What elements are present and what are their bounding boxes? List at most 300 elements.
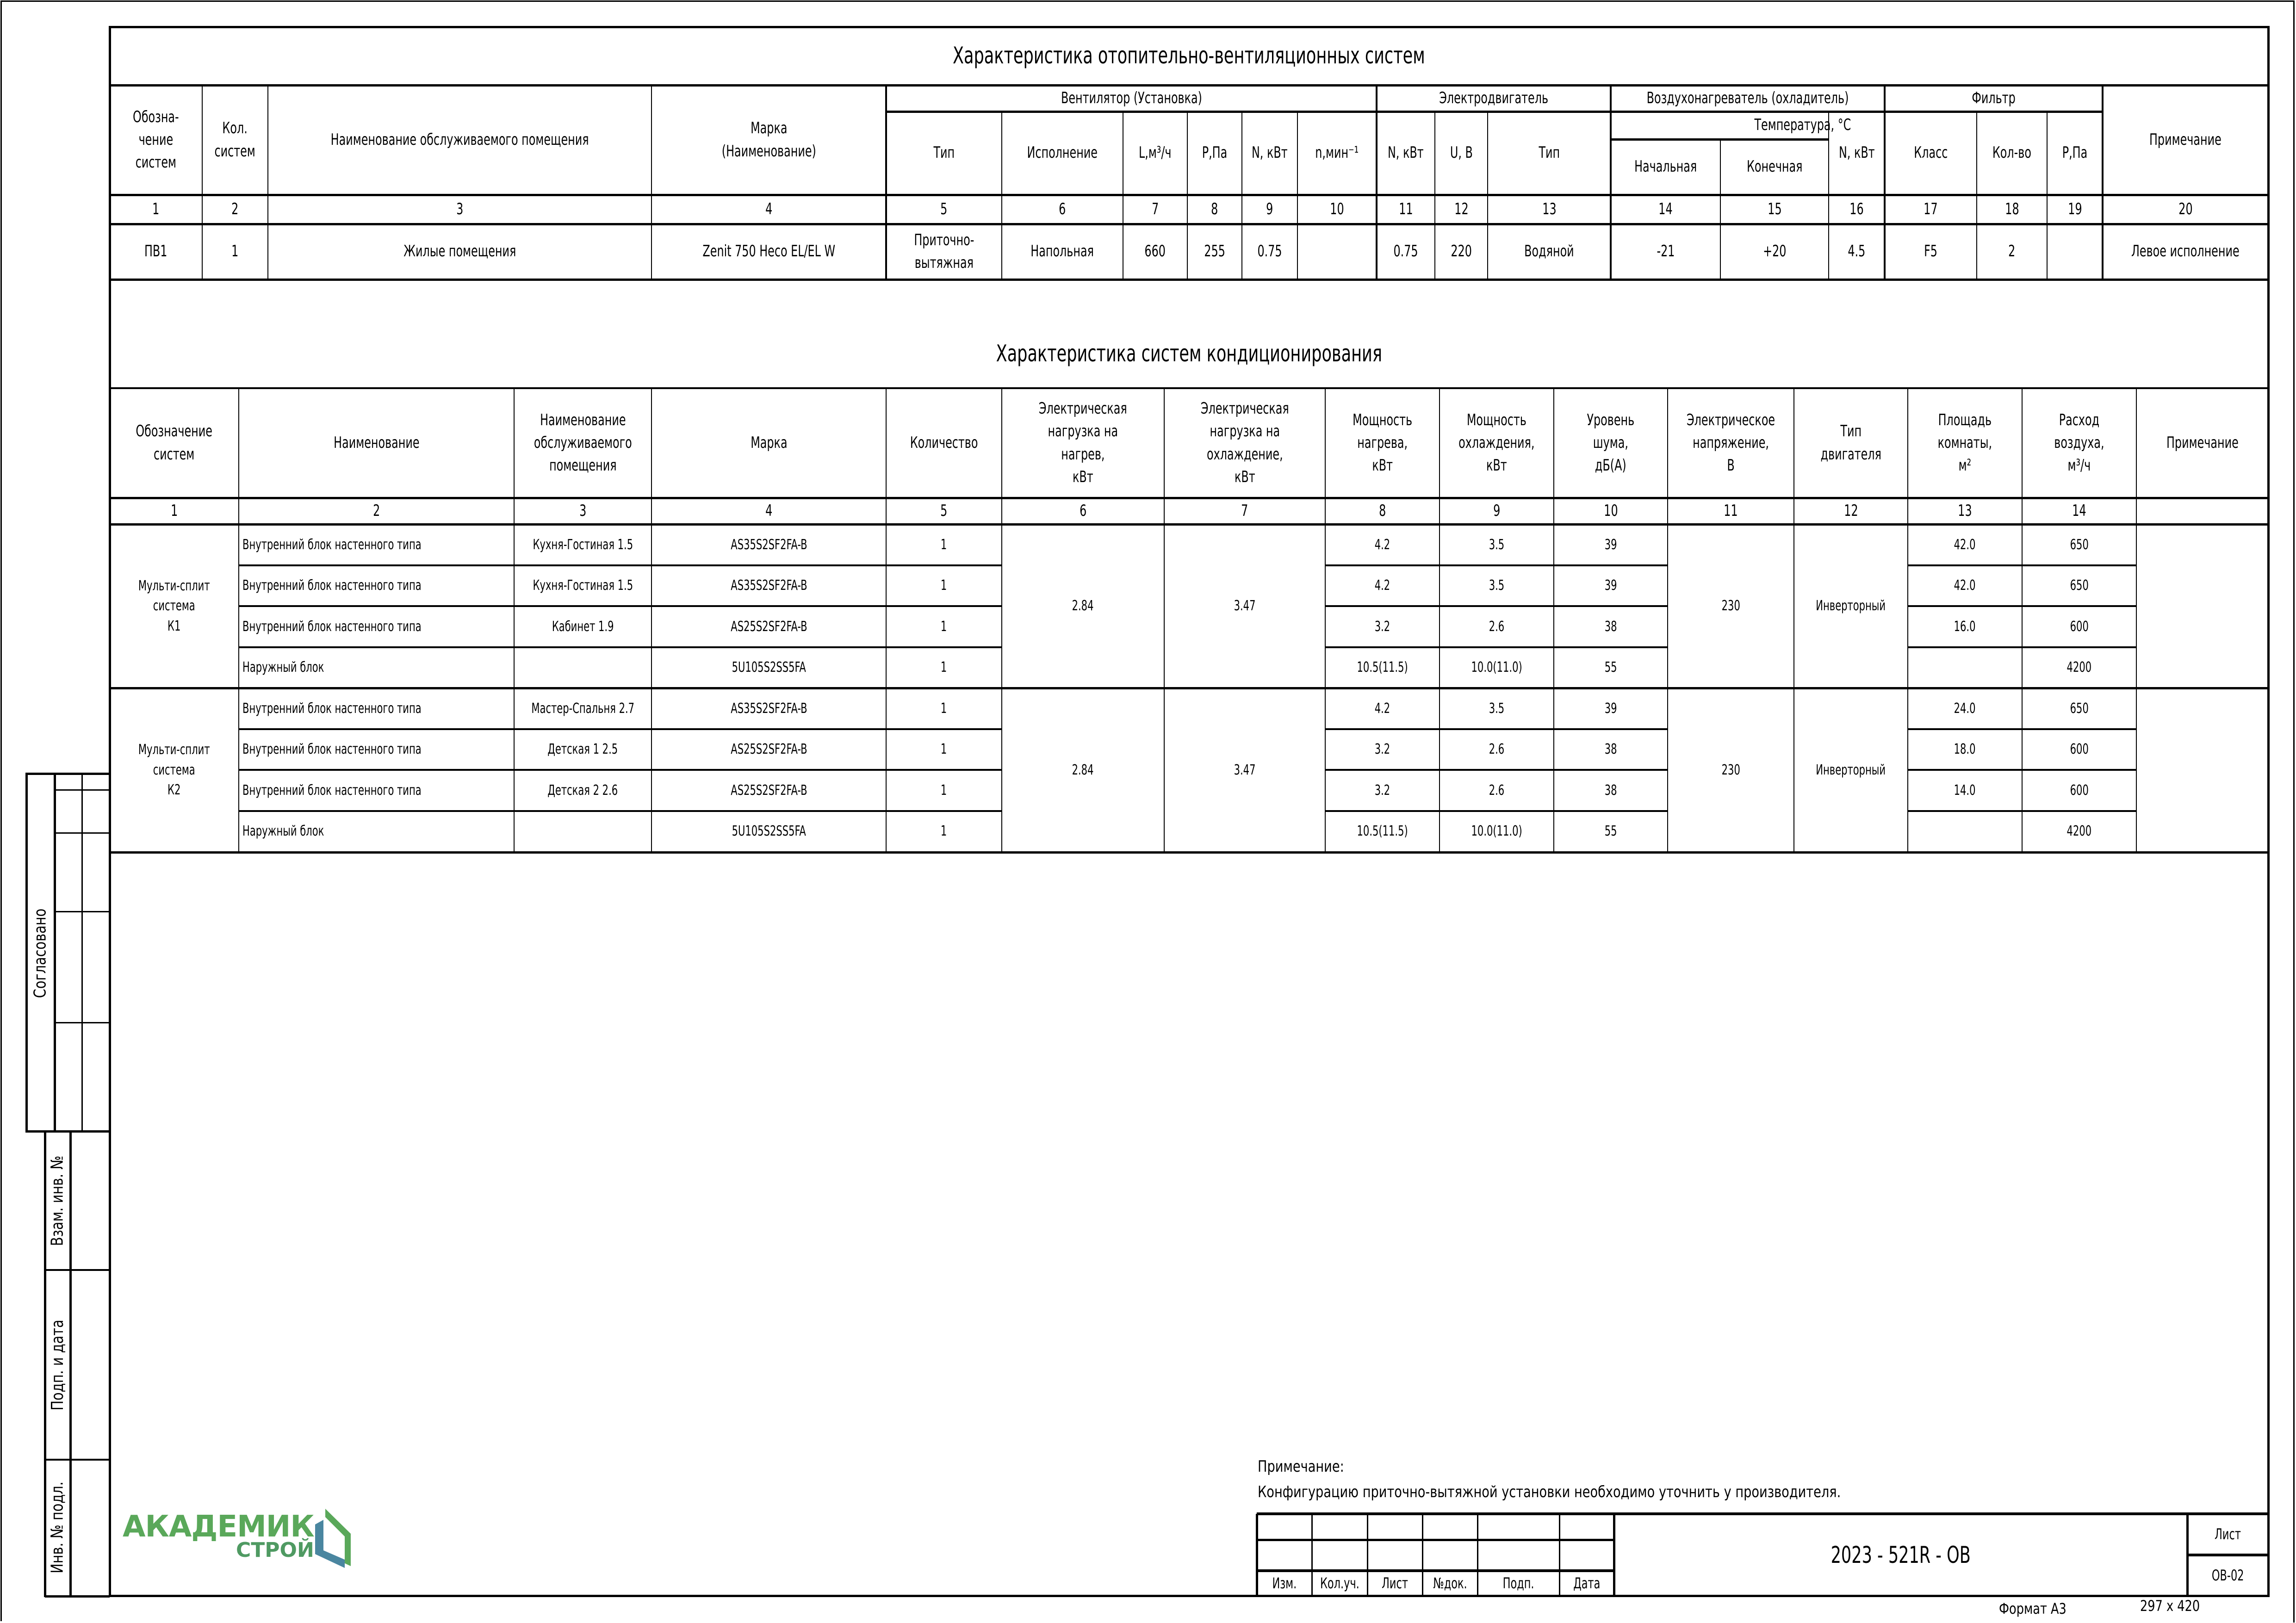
hv-colnum-14	[1611, 195, 1720, 224]
hv-row-cell	[1611, 224, 1720, 279]
stamp-line	[55, 1022, 110, 1023]
hv-row-cell	[886, 224, 1002, 279]
hv-header-6	[1002, 112, 1123, 195]
hv-row-cell-text: -21	[1657, 242, 1675, 261]
ac-unit-qty	[886, 770, 1002, 811]
ac-unit-area-text: 24.0	[1954, 700, 1976, 717]
hv-row-cell	[1977, 224, 2047, 279]
ac-header-2	[239, 388, 514, 498]
hv-header-16	[1829, 112, 1885, 195]
hv-colnum-17	[1885, 195, 1977, 224]
hv-header-13	[1488, 112, 1611, 195]
hv-row-cell-text: Левое исполнение	[2131, 242, 2240, 261]
hv-row-cell-text: 1	[231, 242, 239, 261]
ac-unit-cool-text: 2.6	[1489, 782, 1505, 799]
ac-header-15-text: Примечание	[2166, 433, 2239, 452]
document-code-text: 2023 - 521R - ОВ	[1831, 1541, 1971, 1568]
ac-system-name	[110, 524, 239, 688]
ac-note	[2136, 524, 2268, 688]
hv-colnum-19-text: 19	[2067, 199, 2082, 218]
ac-unit-qty-text: 1	[941, 700, 947, 717]
ac-unit-area	[1908, 811, 2022, 852]
hv-row-cell-text: 4.5	[1848, 242, 1866, 261]
ac-unit-name	[239, 811, 514, 852]
hv-colnum-14-text: 14	[1658, 199, 1673, 218]
stamp-sign-date	[45, 1270, 70, 1460]
ac-unit-airflow-text: 650	[2070, 577, 2089, 594]
ac-unit-heat-text: 3.2	[1374, 618, 1390, 635]
ac-unit-model-text: AS35S2SF2FA-B	[730, 536, 807, 553]
hv-row-cell	[1377, 224, 1435, 279]
hv-group-fan	[886, 85, 1377, 112]
ac-unit-name-text: Внутренний блок настенного типа	[242, 782, 422, 799]
ac-header-6	[1002, 388, 1164, 498]
ac-header-13-text: Площадь комнаты, м²	[1937, 410, 1992, 475]
ac-header-8-text: Мощность нагрева, кВт	[1353, 410, 1412, 475]
ac-unit-area-text: 18.0	[1954, 741, 1976, 758]
hv-row-cell-text: Приточно- вытяжная	[913, 230, 974, 272]
ac-header-13	[1908, 388, 2022, 498]
hv-header-20-text: Примечание	[2149, 130, 2222, 149]
ac-unit-model-text: 5U105S2SS5FA	[732, 823, 806, 840]
hv-row-cell-text: ПВ1	[144, 242, 168, 261]
ac-colnum-15	[2136, 498, 2268, 524]
hv-table-title-text: Характеристика отопительно-вентиляционных систем	[953, 42, 1425, 69]
ac-unit-name	[239, 524, 514, 565]
hv-colnum-16-text: 16	[1849, 199, 1864, 218]
ac-unit-noise	[1554, 565, 1668, 606]
ac-unit-qty	[886, 606, 1002, 647]
ac-unit-airflow-text: 600	[2070, 741, 2089, 758]
ac-colnum-13-text: 13	[1958, 501, 1972, 520]
ac-unit-area-text: 14.0	[1954, 782, 1976, 799]
hv-header-7	[1123, 112, 1187, 195]
ac-unit-area-text: 42.0	[1954, 536, 1976, 553]
title-block-col-3-text: Лист	[1382, 1574, 1408, 1592]
ac-unit-area	[1908, 770, 2022, 811]
ac-motor-type-text: Инверторный	[1816, 762, 1886, 778]
ac-unit-noise	[1554, 688, 1668, 729]
hv-row-cell	[652, 224, 886, 279]
ac-unit-heat-text: 3.2	[1374, 741, 1390, 758]
ac-header-4-text: Марка	[750, 433, 788, 452]
hv-header-5	[886, 112, 1002, 195]
ac-unit-cool	[1440, 811, 1554, 852]
hv-group-temperature-text: Температура, °C	[1754, 116, 1851, 135]
stamp-line	[45, 1269, 110, 1271]
title-block-col-6	[1559, 1571, 1614, 1596]
ac-unit-qty	[886, 729, 1002, 770]
hv-header-2	[202, 85, 268, 195]
ac-unit-qty-text: 1	[941, 741, 947, 758]
ac-colnum-4-text: 4	[765, 501, 773, 520]
hv-header-11-text: N, кВт	[1388, 143, 1424, 162]
ac-colnum-8	[1325, 498, 1440, 524]
hv-colnum-19	[2047, 195, 2103, 224]
hv-header-6-text: Исполнение	[1027, 143, 1098, 162]
hv-colnum-20-text: 20	[2178, 199, 2193, 218]
ac-header-9	[1440, 388, 1554, 498]
ac-unit-noise-text: 55	[1604, 659, 1617, 676]
ac-header-14-text: Расход воздуха, м³/ч	[2054, 410, 2104, 475]
ac-unit-name	[239, 688, 514, 729]
ac-unit-area	[1908, 729, 2022, 770]
ac-unit-noise	[1554, 606, 1668, 647]
hv-header-13-text: Тип	[1539, 143, 1560, 162]
stamp-line	[25, 774, 28, 1131]
hv-colnum-12-text: 12	[1454, 199, 1469, 218]
hv-row-cell	[2047, 224, 2103, 279]
ac-header-7-text: Электрическая нагрузка на охлаждение, кВт	[1200, 399, 1289, 486]
ac-unit-qty-text: 1	[941, 618, 947, 635]
ac-header-11	[1668, 388, 1794, 498]
hv-header-3	[268, 85, 652, 195]
hv-colnum-16	[1829, 195, 1885, 224]
hv-colnum-18	[1977, 195, 2047, 224]
ac-header-10	[1554, 388, 1668, 498]
ac-unit-airflow	[2022, 811, 2136, 852]
hv-row-cell-text: 0.75	[1393, 242, 1418, 261]
ac-unit-name	[239, 729, 514, 770]
ac-unit-heat-text: 4.2	[1374, 536, 1390, 553]
hv-group-fan-text: Вентилятор (Установка)	[1061, 88, 1202, 107]
ac-unit-room-text: Кухня-Гостиная 1.5	[533, 536, 633, 553]
ac-colnum-5	[886, 498, 1002, 524]
hv-colnum-5-text: 5	[940, 199, 948, 218]
document-code	[1614, 1514, 2187, 1596]
hv-colnum-1-text: 1	[152, 199, 160, 218]
ac-header-5-text: Количество	[910, 433, 978, 452]
hv-header-7-text: L,м³/ч	[1139, 143, 1172, 162]
hv-header-17	[1885, 112, 1977, 195]
hv-colnum-1	[110, 195, 202, 224]
ac-unit-heat	[1325, 811, 1440, 852]
hv-colnum-4	[652, 195, 886, 224]
hv-header-4-text: Марка (Наименование)	[721, 119, 816, 161]
ac-unit-room	[514, 729, 652, 770]
ac-unit-noise	[1554, 647, 1668, 688]
ac-colnum-14	[2022, 498, 2136, 524]
ac-unit-airflow	[2022, 770, 2136, 811]
hv-colnum-15-text: 15	[1767, 199, 1782, 218]
ac-colnum-12	[1794, 498, 1908, 524]
ac-unit-qty-text: 1	[941, 577, 947, 594]
hv-row-cell	[1123, 224, 1187, 279]
ac-colnum-7-text: 7	[1241, 501, 1248, 520]
ac-unit-model-text: 5U105S2SS5FA	[732, 659, 806, 676]
hv-header-14	[1611, 139, 1720, 195]
ac-unit-cool	[1440, 606, 1554, 647]
ac-table-title	[110, 319, 2268, 388]
ac-heat-load	[1002, 688, 1164, 852]
hv-header-10	[1297, 112, 1377, 195]
ac-colnum-5-text: 5	[940, 501, 948, 520]
note-text: Конфигурацию приточно-вытяжной установки необходимо уточнить у производителя.	[1258, 1483, 1841, 1501]
ac-colnum-9	[1440, 498, 1554, 524]
ac-unit-model-text: AS25S2SF2FA-B	[730, 618, 807, 635]
ac-unit-cool	[1440, 729, 1554, 770]
title-block-col-4-text: №док.	[1433, 1574, 1467, 1592]
ac-colnum-7	[1164, 498, 1325, 524]
ac-unit-airflow	[2022, 565, 2136, 606]
ac-header-12	[1794, 388, 1908, 498]
hv-colnum-4-text: 4	[765, 199, 773, 218]
ac-unit-cool	[1440, 770, 1554, 811]
ac-unit-room-text: Мастер-Спальня 2.7	[531, 700, 634, 717]
ac-colnum-1	[110, 498, 239, 524]
ac-header-5	[886, 388, 1002, 498]
format-label: Формат А3	[1999, 1600, 2066, 1617]
ac-colnum-9-text: 9	[1493, 501, 1501, 520]
title-block-col-1-text: Изм.	[1272, 1574, 1297, 1592]
ac-unit-airflow	[2022, 524, 2136, 565]
hv-header-15-text: Конечная	[1746, 157, 1803, 176]
ac-header-10-text: Уровень шума, дБ(А)	[1587, 410, 1635, 475]
ac-unit-heat-text: 10.5(11.5)	[1357, 659, 1408, 676]
ac-unit-cool-text: 3.5	[1489, 700, 1505, 717]
ac-unit-noise-text: 38	[1604, 782, 1617, 799]
ac-unit-noise	[1554, 811, 1668, 852]
hv-row-cell-text: Жилые помещения	[403, 242, 516, 261]
stamp-inv-orig	[45, 1460, 70, 1595]
hv-header-12-text: U, В	[1450, 143, 1473, 162]
ac-heat-load	[1002, 524, 1164, 688]
hv-row-cell-text: 660	[1144, 242, 1166, 261]
ac-header-14	[2022, 388, 2136, 498]
title-block-row-line	[1257, 1539, 1614, 1541]
hv-colnum-3-text: 3	[456, 199, 464, 218]
hv-row-cell	[1187, 224, 1242, 279]
ac-unit-airflow	[2022, 606, 2136, 647]
ac-unit-noise-text: 38	[1604, 741, 1617, 758]
ac-header-4	[652, 388, 886, 498]
stamp-line	[69, 1131, 72, 1597]
hv-row-cell-text: Напольная	[1030, 242, 1094, 261]
ac-unit-name-text: Внутренний блок настенного типа	[242, 741, 422, 758]
ac-header-1-text: Обозначение систем	[136, 422, 213, 464]
ac-unit-name-text: Наружный блок	[242, 823, 324, 840]
ac-header-9-text: Мощность охлаждения, кВт	[1458, 410, 1535, 475]
hv-header-4	[652, 85, 886, 195]
ac-unit-area-text: 42.0	[1954, 577, 1976, 594]
ac-unit-cool-text: 2.6	[1489, 618, 1505, 635]
hv-group-heater-text: Воздухонагреватель (охладитель)	[1646, 88, 1849, 107]
ac-unit-heat-text: 4.2	[1374, 577, 1390, 594]
ac-unit-room-text: Детская 2 2.6	[547, 782, 618, 799]
ac-unit-name-text: Внутренний блок настенного типа	[242, 577, 422, 594]
hv-header-18-text: Кол-во	[1992, 143, 2032, 162]
ac-unit-cool	[1440, 647, 1554, 688]
ac-unit-model	[652, 688, 886, 729]
hv-colnum-8	[1187, 195, 1242, 224]
ac-header-1	[110, 388, 239, 498]
ac-colnum-8-text: 8	[1378, 501, 1386, 520]
hv-colnum-11	[1377, 195, 1435, 224]
ac-colnum-10-text: 10	[1603, 501, 1618, 520]
hv-row-cell	[1488, 224, 1611, 279]
hv-colnum-18-text: 18	[2004, 199, 2019, 218]
ac-unit-model	[652, 606, 886, 647]
ac-unit-room	[514, 565, 652, 606]
hv-header-10-text: n,мин⁻¹	[1315, 143, 1359, 162]
ac-unit-qty-text: 1	[941, 659, 947, 676]
ac-unit-model-text: AS25S2SF2FA-B	[730, 741, 807, 758]
ac-unit-heat	[1325, 688, 1440, 729]
ac-cool-load-text: 3.47	[1234, 762, 1256, 778]
title-block-col-2-text: Кол.уч.	[1320, 1574, 1359, 1592]
hv-group-motor	[1377, 85, 1611, 112]
ac-voltage-text: 230	[1721, 598, 1740, 614]
stamp-line	[25, 773, 110, 775]
ac-unit-area	[1908, 647, 2022, 688]
hv-row-cell	[202, 224, 268, 279]
ac-system-name-text: Мульти-сплит система К1	[138, 577, 210, 634]
hv-row-cell	[1829, 224, 1885, 279]
ac-unit-cool	[1440, 565, 1554, 606]
hv-colnum-13-text: 13	[1542, 199, 1557, 218]
hv-header-9-text: N, кВт	[1252, 143, 1288, 162]
hv-header-18	[1977, 112, 2047, 195]
hv-row-cell	[268, 224, 652, 279]
hv-colnum-20	[2103, 195, 2268, 224]
sheet-value	[2187, 1555, 2268, 1596]
stamp-line	[54, 774, 56, 1131]
hv-header-3-text: Наименование обслуживаемого помещения	[330, 130, 589, 149]
ac-unit-noise-text: 39	[1604, 536, 1617, 553]
format-size: 297 x 420	[2140, 1597, 2200, 1615]
stamp-replaced-inv	[45, 1131, 70, 1270]
ac-unit-heat-text: 10.5(11.5)	[1357, 823, 1408, 840]
hv-row-cell	[1002, 224, 1123, 279]
ac-colnum-4	[652, 498, 886, 524]
ac-unit-room-text: Кухня-Гостиная 1.5	[533, 577, 633, 594]
ac-voltage-text: 230	[1721, 762, 1740, 778]
ac-unit-heat-text: 4.2	[1374, 700, 1390, 717]
ac-unit-room	[514, 811, 652, 852]
ac-unit-name	[239, 770, 514, 811]
ac-colnum-11-text: 11	[1724, 501, 1738, 520]
ac-unit-name-text: Внутренний блок настенного типа	[242, 700, 422, 717]
ac-unit-model	[652, 524, 886, 565]
ac-header-7	[1164, 388, 1325, 498]
hv-group-filter-full	[1885, 85, 2103, 112]
ac-unit-heat-text: 3.2	[1374, 782, 1390, 799]
hv-table-title	[110, 26, 2268, 85]
hv-row-cell-text: 255	[1204, 242, 1225, 261]
ac-colnum-6-text: 6	[1079, 501, 1087, 520]
title-block-col-2	[1312, 1571, 1367, 1596]
ac-unit-noise	[1554, 524, 1668, 565]
ac-unit-heat	[1325, 565, 1440, 606]
ac-unit-area	[1908, 606, 2022, 647]
hv-header-1-text: Обозна- чение систем	[133, 107, 179, 172]
ac-unit-noise-text: 38	[1604, 618, 1617, 635]
stamp-line	[45, 1459, 110, 1461]
ac-unit-qty-text: 1	[941, 782, 947, 799]
ac-unit-model-text: AS35S2SF2FA-B	[730, 577, 807, 594]
ac-header-11-text: Электрическое напряжение, В	[1686, 410, 1775, 475]
ac-voltage	[1668, 524, 1794, 688]
hv-header-15	[1720, 139, 1829, 195]
ac-unit-heat	[1325, 647, 1440, 688]
hv-colnum-6-text: 6	[1059, 199, 1066, 218]
hv-header-2-text: Кол. систем	[214, 119, 256, 161]
sheet-label	[2187, 1514, 2268, 1555]
hv-header-19	[2047, 112, 2103, 195]
ac-table-title-text: Характеристика систем кондиционирования	[996, 340, 1382, 367]
ac-unit-qty	[886, 811, 1002, 852]
ac-unit-qty-text: 1	[941, 823, 947, 840]
ac-colnum-3-text: 3	[579, 501, 587, 520]
hv-group-motor-text: Электродвигатель	[1439, 88, 1548, 107]
ac-colnum-10	[1554, 498, 1668, 524]
ac-colnum-11	[1668, 498, 1794, 524]
ac-unit-cool-text: 10.0(11.0)	[1471, 823, 1522, 840]
ac-cool-load	[1164, 524, 1325, 688]
ac-unit-room	[514, 647, 652, 688]
ac-unit-model	[652, 647, 886, 688]
ac-unit-noise-text: 39	[1604, 577, 1617, 594]
ac-colnum-14-text: 14	[2072, 501, 2086, 520]
hv-colnum-9-text: 9	[1266, 199, 1273, 218]
stamp-inv-orig-label: Инв. № подл.	[48, 1481, 67, 1573]
ac-unit-cool	[1440, 524, 1554, 565]
hv-colnum-2	[202, 195, 268, 224]
title-block-col-3	[1367, 1571, 1422, 1596]
hv-header-1	[110, 85, 202, 195]
ac-unit-model	[652, 729, 886, 770]
hv-colnum-13	[1488, 195, 1611, 224]
ac-unit-heat	[1325, 729, 1440, 770]
ac-unit-room-text: Детская 1 2.5	[547, 741, 618, 758]
ac-colnum-6	[1002, 498, 1164, 524]
ac-unit-model	[652, 811, 886, 852]
ac-header-3	[514, 388, 652, 498]
title-block-col-5	[1477, 1571, 1559, 1596]
ac-unit-cool-text: 2.6	[1489, 741, 1505, 758]
title-block-col-6-text: Дата	[1573, 1574, 1601, 1592]
ac-unit-qty	[886, 647, 1002, 688]
ac-motor-type	[1794, 688, 1908, 852]
stamp-line	[55, 911, 110, 912]
ac-unit-airflow-text: 650	[2070, 700, 2089, 717]
hv-row-cell-text: +20	[1762, 242, 1787, 261]
ac-unit-airflow-text: 4200	[2066, 823, 2092, 840]
ac-unit-airflow	[2022, 688, 2136, 729]
ac-colnum-1-text: 1	[170, 501, 178, 520]
ac-unit-name-text: Внутренний блок настенного типа	[242, 536, 422, 553]
hv-row-cell-text: Zenit 750 Heco EL/EL W	[702, 242, 835, 261]
hv-header-8-text: Р,Па	[1202, 143, 1228, 162]
hv-header-8	[1187, 112, 1242, 195]
ac-unit-area	[1908, 565, 2022, 606]
ac-unit-airflow-text: 650	[2070, 536, 2089, 553]
hv-colnum-8-text: 8	[1211, 199, 1218, 218]
ac-cool-load	[1164, 688, 1325, 852]
ac-unit-noise-text: 55	[1604, 823, 1617, 840]
ac-colnum-12-text: 12	[1843, 501, 1858, 520]
hv-row-cell	[1435, 224, 1488, 279]
hv-header-11	[1377, 112, 1435, 195]
note-label: Примечание:	[1258, 1457, 1344, 1476]
hv-colnum-2-text: 2	[231, 199, 239, 218]
hv-header-9	[1242, 112, 1297, 195]
ac-unit-cool	[1440, 688, 1554, 729]
ac-unit-noise-text: 39	[1604, 700, 1617, 717]
stamp-approved-label: Согласовано	[31, 908, 50, 998]
ac-unit-qty	[886, 565, 1002, 606]
ac-unit-heat	[1325, 770, 1440, 811]
